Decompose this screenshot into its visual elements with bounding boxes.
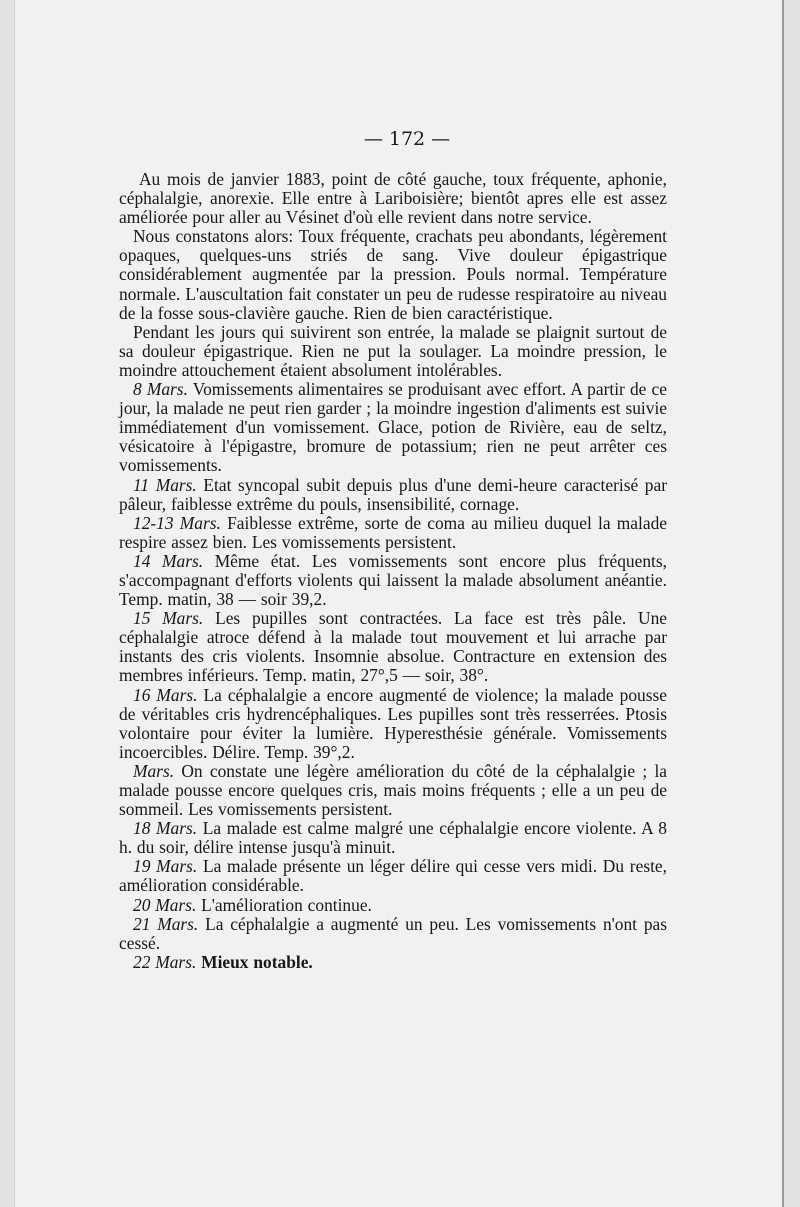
dated-entry — [119, 514, 667, 552]
entry-date: 20 Mars. — [133, 894, 197, 915]
entry-text: Vomissements alimentaires se produisant avec effort. A partir de ce jour, la malade ne peut rien garder ; la moindre ingestion d'aliments est suivie immédiatement d'un vomissement. Glace, potion de Rivière, eau de seltz, vésicatoire à l'épigastre, bromure de potassium; rien ne peut arrêter ces vomissements. — [119, 379, 667, 476]
paragraph: Pendant les jours qui suivirent son entrée, la malade se plaignit surtout de sa douleur épigastrique. Rien ne put la soulager. La moindre pression, le moindre attouchement étaient absolument intolérables. — [119, 321, 667, 380]
page-number: — 172 — — [363, 128, 451, 150]
entry-text: La malade est calme malgré une céphalalgie encore violente. A 8 h. du soir, délire intense jusqu'à minuit. — [119, 818, 668, 858]
paragraph: Nous constatons alors: Toux fréquente, crachats peu abondants, légèrement opaques, quelques-uns striés de sang. Vive douleur épigastrique considérablement augmentée par la pression. Pouls normal. Température normale. L'auscultation fait constater un peu de rudesse respiratoire au niveau de la fosse sous-clavière gauche. Rien de bien caractéristique. — [119, 226, 667, 323]
entry-text: La céphalalgie a augmenté un peu. Les vomissements n'ont pas cessé. — [119, 913, 668, 953]
entry-date: 12-13 Mars. — [133, 512, 221, 533]
entry-text: Les pupilles sont contractées. La face est très pâle. Une céphalalgie atroce défend à la malade tout mouvement et lui arrache par instants des cris violents. Insomnie absolue. Contracture en extension des membres inférieurs. Temp. matin, 27°,5 — soir, 38°. — [119, 608, 667, 686]
entry-date: 22 Mars. — [133, 951, 197, 972]
dated-entry — [119, 686, 667, 762]
book-page — [14, 0, 784, 1207]
dated-entry — [119, 896, 667, 915]
entry-date: 14 Mars. — [133, 550, 204, 571]
dated-entry — [119, 609, 667, 685]
entry-text: Même état. Les vomissements sont encore plus fréquents, s'accompagnant d'efforts violents qui laissent la malade absolument anéantie. Temp. matin, 38 — soir 39,2. — [119, 550, 667, 610]
entry-text: La céphalalgie a encore augmenté de violence; la malade pousse de véritables cris hydrencéphaliques. Les pupilles sont très resserrées. Ptosis volontaire pour éviter la lumière. Hyperesthésie générale. Vomissements incoercibles. Délire. Temp. 39°,2. — [119, 684, 667, 762]
paragraph: Au mois de janvier 1883, point de côté gauche, toux fréquente, aphonie, céphalalgie, anorexie. Elle entre à Lariboisière; bientôt apres elle est assez améliorée pour aller au Vésinet d'où elle revient dans notre service. — [119, 169, 667, 228]
entry-text: L'amélioration continue. — [201, 894, 372, 915]
dated-entry — [119, 762, 667, 819]
entry-date: Mars. — [133, 760, 175, 781]
dated-entry — [119, 953, 667, 972]
entry-text: La malade présente un léger délire qui cesse vers midi. Du reste, amélioration considérable. — [119, 856, 667, 896]
dated-entry — [119, 857, 667, 895]
entry-date: 11 Mars. — [133, 474, 197, 495]
dated-entry — [119, 819, 667, 857]
dated-entry — [119, 915, 667, 953]
entry-text: On constate une légère amélioration du côté de la céphalalgie ; la malade pousse encore quelques cris, mais moins fréquents ; elle a un peu de sommeil. Les vomissements persistent. — [119, 760, 667, 820]
entry-date: 19 Mars. — [133, 856, 198, 877]
entry-text: Mieux notable. — [201, 951, 313, 972]
entry-date: 21 Mars. — [133, 913, 199, 934]
dated-entry — [119, 476, 667, 514]
entry-date: 18 Mars. — [133, 818, 198, 839]
entry-text: Etat syncopal subit depuis plus d'une demi-heure caracterisé par pâleur, faiblesse extrême du pouls, insensibilité, cornage. — [119, 474, 667, 514]
dated-entry — [119, 380, 667, 475]
entry-date: 8 Mars. — [133, 379, 188, 400]
page-body — [119, 170, 667, 972]
dated-entry — [119, 552, 667, 609]
entry-date: 16 Mars. — [133, 684, 198, 705]
entry-date: 15 Mars. — [133, 608, 204, 629]
entry-text: Faiblesse extrême, sorte de coma au milieu duquel la malade respire assez bien. Les vomissements persistent. — [119, 512, 667, 552]
